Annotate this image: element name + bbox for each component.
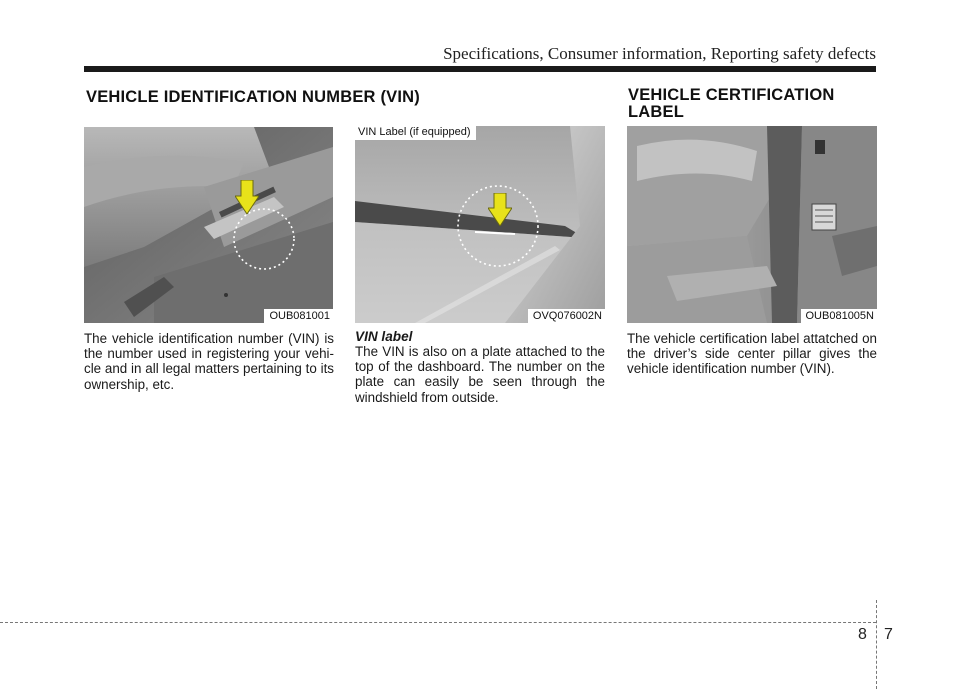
figure-seat-floor-vin xyxy=(84,127,333,323)
running-head: Specifications, Consumer information, Reporting safety defects xyxy=(443,44,876,63)
footer-divider xyxy=(876,600,877,689)
chapter-number: 8 xyxy=(858,626,867,643)
header-rule xyxy=(84,66,876,72)
vin-section-title: VEHICLE IDENTIFICATION NUMBER (VIN) xyxy=(86,88,420,106)
vin-label-subhead: VIN label xyxy=(355,329,413,344)
cert-section-title-line2: LABEL xyxy=(628,103,684,121)
page-number: 7 xyxy=(884,626,893,643)
cert-section-title-line1: VEHICLE CERTIFICATION xyxy=(628,86,835,104)
seat-floor-illustration xyxy=(84,127,333,323)
figure-center-pillar-label xyxy=(627,126,877,323)
vin-label-description: The VIN is also on a plate attached to the top of the dashboard. The number on the plate can easily be seen through the windshield from outside. xyxy=(355,344,605,405)
figure-code: OVQ076002N xyxy=(528,309,605,323)
figure-dashboard-vin xyxy=(355,126,605,323)
yellow-arrow-icon xyxy=(488,193,512,226)
vin-description: The vehicle identification number (VIN) is the number used in registering your vehi-cle and in all legal matters pertaining to its ownership, etc. xyxy=(84,331,334,392)
cert-label-description: The vehicle certification label attatched on the driver’s side center pillar gives the vehicle identification number (VIN). xyxy=(627,331,877,377)
yellow-arrow-icon xyxy=(235,180,259,214)
center-pillar-illustration xyxy=(627,126,877,323)
dashboard-illustration xyxy=(355,126,605,323)
figure-tag: VIN Label (if equipped) xyxy=(355,126,476,140)
footer-rule xyxy=(0,622,876,623)
figure-code: OUB081001 xyxy=(264,309,333,323)
figure-code: OUB081005N xyxy=(801,309,878,323)
